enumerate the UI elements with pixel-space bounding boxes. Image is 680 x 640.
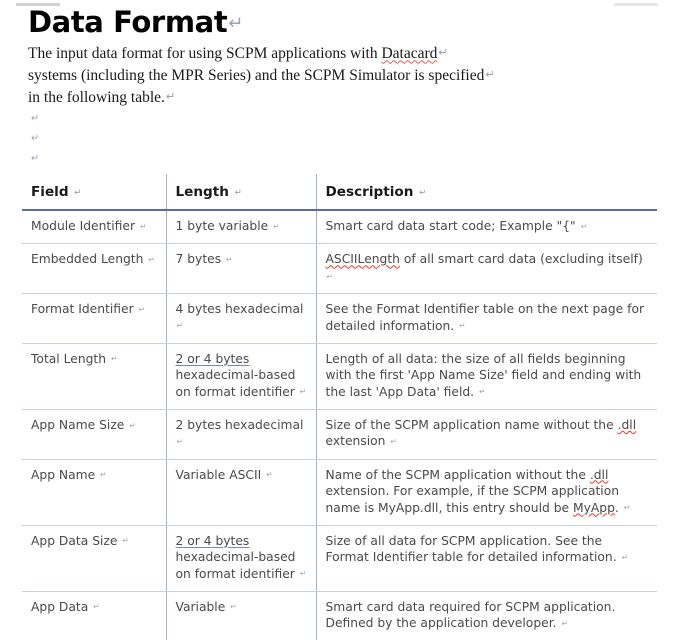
- description-text-0: See the Format Identifier table on the next page for detailed information.: [325, 302, 645, 333]
- pilcrow-mark: ↵: [31, 132, 40, 144]
- description-text-0: Size of the SCPM application name without the: [325, 417, 618, 432]
- length-text: 4 bytes hexadecimal: [175, 302, 304, 317]
- description-text-0: Length of all data: the size of all fields beginning with the first 'App Name Size' field and ending with the last 'App Data' field.: [325, 351, 642, 399]
- table-row: [22, 244, 657, 294]
- length-underlined-text: 2 or 4 bytes: [175, 533, 250, 548]
- pilcrow-mark: ↵: [438, 46, 448, 60]
- table-row: [22, 294, 657, 344]
- pilcrow-mark: ↵: [234, 186, 242, 197]
- field-name: Embedded Length: [31, 252, 144, 267]
- cell-description: [316, 294, 657, 344]
- description-text-0: Name of the SCPM application without the: [325, 467, 590, 482]
- field-name: App Data Size: [31, 533, 118, 548]
- pilcrow-mark: ↵: [621, 552, 628, 562]
- empty-paragraph-3: [0, 148, 680, 168]
- cell-description: [316, 525, 657, 591]
- pilcrow-mark: ↵: [299, 569, 307, 579]
- page-title: [0, 0, 680, 39]
- misspelled-word: .dll: [617, 417, 637, 432]
- length-detail-text: hexadecimal-based on format identifier: [175, 368, 296, 399]
- cell-length: [166, 244, 316, 294]
- pilcrow-mark: ↵: [129, 420, 136, 430]
- pilcrow-mark: ↵: [176, 437, 183, 447]
- field-name: App Data: [31, 599, 89, 614]
- cell-length: [166, 459, 316, 525]
- pilcrow-mark: ↵: [623, 503, 631, 513]
- intro-line1-pre: The input data format for using SCPM applications with: [28, 45, 382, 63]
- cell-field: [22, 459, 166, 525]
- intro-misspelled-word: Datacard: [381, 45, 438, 63]
- table-row: [22, 459, 657, 525]
- length-detail-text: hexadecimal-based on format identifier: [175, 550, 296, 581]
- pilcrow-mark: ↵: [485, 68, 495, 82]
- pilcrow-mark: ↵: [226, 255, 233, 265]
- field-name: Format Identifier: [31, 302, 134, 317]
- description-text-2: extension. For example, if the SCPM application name is MyApp.dll, this entry should be: [325, 484, 620, 515]
- data-format-table-container: [0, 168, 680, 640]
- table-row: [22, 591, 657, 640]
- cell-description: [316, 244, 657, 294]
- length-text: Variable ASCII: [175, 467, 262, 482]
- field-name: App Name: [31, 467, 96, 482]
- column-header-description: [316, 174, 657, 210]
- empty-paragraph-1: [0, 108, 680, 128]
- length-text: 7 bytes: [175, 252, 222, 267]
- length-text: 1 byte variable: [175, 219, 269, 234]
- pilcrow-mark: ↵: [139, 221, 147, 231]
- pilcrow-mark: ↵: [580, 221, 588, 231]
- pilcrow-mark: ↵: [93, 602, 100, 612]
- table-row: [22, 409, 657, 459]
- pilcrow-mark: ↵: [122, 536, 129, 546]
- pilcrow-mark: ↵: [138, 304, 145, 314]
- cell-field: [22, 409, 166, 459]
- cell-description: [316, 210, 657, 244]
- intro-paragraph: [0, 39, 680, 108]
- cell-length: [166, 343, 316, 409]
- pilcrow-mark: ↵: [299, 387, 307, 397]
- column-header-field-label: Field: [31, 184, 69, 201]
- pilcrow-mark: ↵: [273, 221, 280, 231]
- cell-description: [316, 409, 657, 459]
- cell-length: [166, 525, 316, 591]
- cell-description: [316, 343, 657, 409]
- cell-field: [22, 343, 166, 409]
- cell-length: [166, 591, 316, 640]
- pilcrow-mark: ↵: [100, 470, 107, 480]
- field-name: Module Identifier: [31, 219, 136, 234]
- pilcrow-mark: ↵: [148, 255, 155, 265]
- pilcrow-mark: ↵: [230, 602, 237, 612]
- misspelled-word: ASCIILength: [325, 252, 400, 267]
- misspelled-word: MyApp: [573, 500, 615, 515]
- pilcrow-mark: ↵: [165, 90, 176, 104]
- pilcrow-mark: ↵: [176, 321, 183, 331]
- intro-line3: in the following table.: [28, 89, 165, 107]
- description-text-2: extension: [325, 434, 386, 449]
- table-row: [22, 210, 657, 244]
- pilcrow-mark: ↵: [266, 470, 273, 480]
- field-name: Total Length: [31, 351, 107, 366]
- data-format-table: [22, 174, 657, 640]
- table-row: [22, 525, 657, 591]
- pilcrow-mark: ↵: [31, 112, 40, 124]
- cell-field: [22, 591, 166, 640]
- pilcrow-mark: ↵: [390, 437, 397, 447]
- table-header: [22, 174, 657, 210]
- table-row: [22, 343, 657, 409]
- column-header-length: [166, 174, 316, 210]
- cell-description: [316, 459, 657, 525]
- field-name: App Name Size: [31, 417, 125, 432]
- description-text-0: Smart card data start code; Example "{": [325, 219, 576, 234]
- empty-paragraph-2: [0, 128, 680, 148]
- table-header-row: [22, 174, 657, 210]
- pilcrow-mark: ↵: [561, 618, 568, 628]
- page-title-text: Data Format: [28, 5, 228, 39]
- cell-length: [166, 409, 316, 459]
- cell-field: [22, 294, 166, 344]
- pilcrow-mark: ↵: [74, 186, 82, 197]
- pilcrow-mark: ↵: [31, 152, 40, 164]
- length-text: 2 bytes hexadecimal: [175, 417, 304, 432]
- column-header-length-label: Length: [175, 184, 229, 201]
- description-text-4: .: [614, 500, 619, 515]
- cell-field: [22, 525, 166, 591]
- cell-length: [166, 210, 316, 244]
- pilcrow-mark: ↵: [110, 354, 118, 364]
- column-header-field: [22, 174, 166, 210]
- misspelled-word: .dll: [589, 467, 609, 482]
- length-text: Variable: [175, 599, 226, 614]
- length-underlined-text: 2 or 4 bytes: [175, 351, 250, 366]
- pilcrow-mark: ↵: [326, 271, 333, 281]
- description-text-0: Size of all data for SCPM application. See the Format Identifier table for detailed information.: [325, 533, 617, 565]
- intro-line2: systems (including the MPR Series) and the SCPM Simulator is specified: [28, 67, 485, 85]
- column-header-description-label: Description: [325, 184, 414, 201]
- cell-field: [22, 210, 166, 244]
- pilcrow-mark: ↵: [419, 186, 427, 197]
- cell-description: [316, 591, 657, 640]
- description-text-0: Smart card data required for SCPM application. Defined by the application developer.: [325, 599, 616, 631]
- pilcrow-mark: ↵: [479, 387, 486, 397]
- cell-length: [166, 294, 316, 344]
- pilcrow-mark: ↵: [459, 321, 466, 331]
- cell-field: [22, 244, 166, 294]
- pilcrow-mark: ↵: [228, 12, 244, 34]
- description-text-1: of all smart card data (excluding itself): [399, 252, 643, 267]
